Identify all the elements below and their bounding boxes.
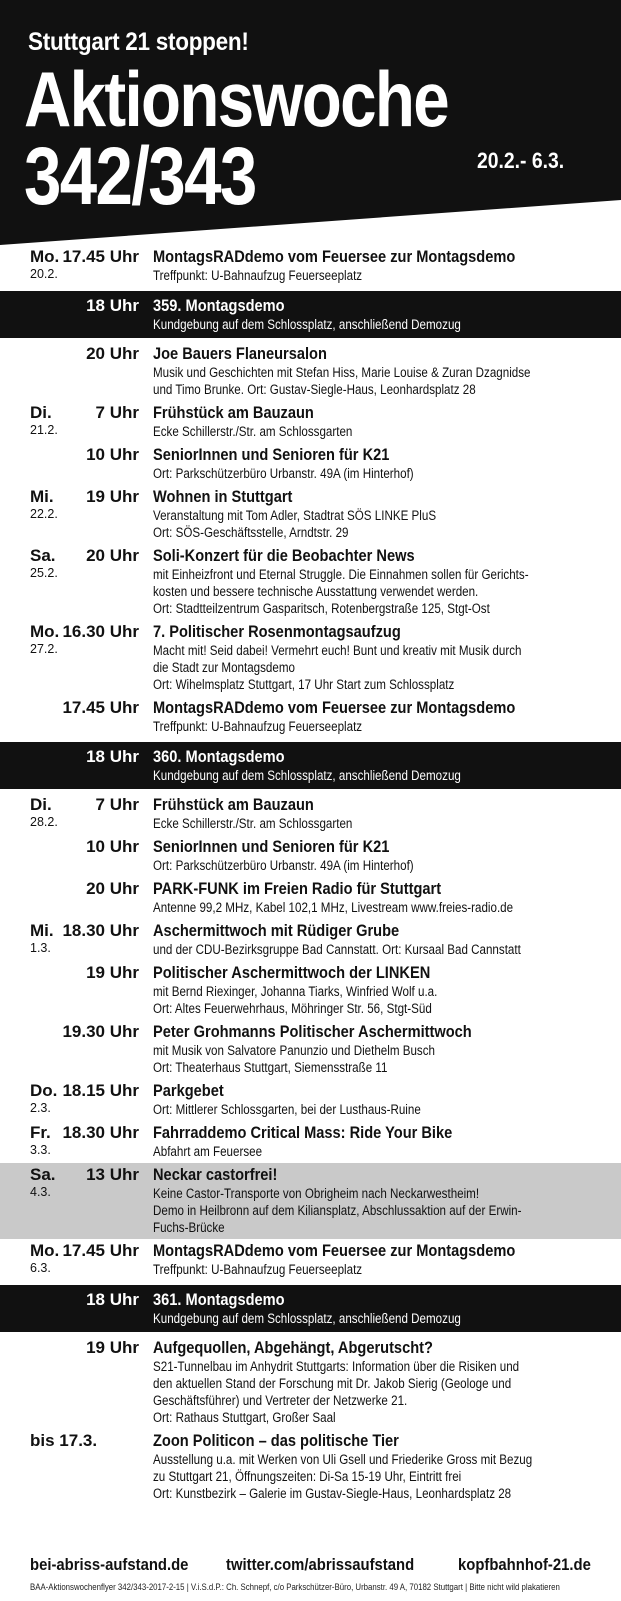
footer-links [0, 1556, 621, 1578]
event-when [0, 879, 153, 916]
event-title: 359. Montagsdemo [153, 296, 285, 315]
event-day: Fr. [30, 1123, 51, 1142]
event-description-line: Ort: Theaterhaus Stuttgart, Siemensstraße 11 [153, 1060, 388, 1075]
footer-link-kopfbahnhof[interactable]: kopfbahnhof-21.de [458, 1556, 591, 1574]
header-kicker: Stuttgart 21 stoppen! [28, 28, 249, 56]
event-row [0, 342, 621, 401]
footer-link-website[interactable]: bei-abriss-aufstand.de [30, 1556, 189, 1574]
event-row [0, 1285, 621, 1332]
event-description-line: Ort: Parkschützerbüro Urbanstr. 49A (im Hinterhof) [153, 858, 414, 873]
event-when [0, 1081, 153, 1118]
event-description-line: Ort: SÖS-Geschäftsstelle, Arndtstr. 29 [153, 525, 349, 540]
header-banner [0, 0, 621, 245]
event-description-line: mit Musik von Salvatore Panunzio und Diethelm Busch [153, 1043, 436, 1058]
event-date: 3.3. [30, 1143, 51, 1157]
event-time: 10 Uhr [86, 445, 139, 464]
event-description-line: Treffpunkt: U-Bahnaufzug Feuerseeplatz [153, 1262, 363, 1277]
event-time: 18 Uhr [86, 296, 139, 315]
event-when [0, 403, 153, 440]
event-description-line: den aktuellen Stand der Forschung mit Dr. Jakob Sierig (Geologe und [153, 1376, 512, 1391]
event-when [0, 296, 153, 333]
event-time: 19 Uhr [86, 487, 139, 506]
header-week-number: 342/343 [24, 131, 256, 222]
event-time: 18.30 Uhr [62, 921, 139, 940]
event-when [0, 1290, 153, 1327]
event-when [0, 445, 153, 482]
event-time: 16.30 Uhr [62, 622, 139, 641]
event-time: 17.45 Uhr [62, 247, 139, 266]
event-row [0, 919, 621, 961]
event-time: 19.30 Uhr [62, 1022, 139, 1041]
event-details [153, 296, 608, 333]
event-row [0, 1121, 621, 1163]
event-title: MontagsRADdemo vom Feuersee zur Montagsdemo [153, 247, 516, 266]
event-description-line: Ort: Wihelmsplatz Stuttgart, 17 Uhr Start zum Schlossplatz [153, 677, 455, 692]
event-time: 17.45 Uhr [62, 698, 139, 717]
event-day: Mo. [30, 1241, 60, 1260]
event-details [153, 1241, 608, 1278]
event-row [0, 443, 621, 485]
event-title: 7. Politischer Rosenmontagsaufzug [153, 622, 401, 641]
event-description-line: und Timo Brunke. Ort: Gustav-Siegle-Haus, Leonhardsplatz 28 [153, 382, 476, 397]
event-day: Di. [30, 403, 52, 422]
event-row [0, 1239, 621, 1281]
event-description-line: Fuchs-Brücke [153, 1220, 225, 1235]
event-time: 17.45 Uhr [62, 1241, 139, 1260]
event-row [0, 485, 621, 544]
event-date: 28.2. [30, 815, 58, 829]
event-when [0, 247, 153, 284]
event-row [0, 245, 621, 287]
event-details [153, 837, 608, 874]
event-day: Mo. [30, 622, 60, 641]
event-time: 7 Uhr [95, 403, 139, 422]
event-details [153, 1022, 608, 1076]
event-row [0, 1336, 621, 1429]
event-row [0, 696, 621, 738]
event-day: Mo. [30, 247, 60, 266]
event-when [0, 1431, 153, 1502]
event-time: 18 Uhr [86, 747, 139, 766]
event-details [153, 546, 608, 617]
event-when [0, 1165, 153, 1236]
event-row [0, 793, 621, 835]
event-row [0, 1020, 621, 1079]
event-time: 19 Uhr [86, 1338, 139, 1357]
event-when [0, 921, 153, 958]
event-date: 22.2. [30, 507, 58, 521]
event-row [0, 620, 621, 696]
event-title: SeniorInnen und Senioren für K21 [153, 837, 390, 856]
event-row [0, 291, 621, 338]
event-title: Frühstück am Bauzaun [153, 795, 314, 814]
event-description-line: Ort: Parkschützerbüro Urbanstr. 49A (im Hinterhof) [153, 466, 414, 481]
event-description-line: und der CDU-Bezirksgruppe Bad Cannstatt. Ort: Kursaal Bad Cannstatt [153, 942, 521, 957]
event-row [0, 961, 621, 1020]
event-title: Politischer Aschermittwoch der LINKEN [153, 963, 431, 982]
event-description-line: Antenne 99,2 MHz, Kabel 102,1 MHz, Livestream www.freies-radio.de [153, 900, 514, 915]
event-date: 20.2. [30, 267, 58, 281]
event-description-line: Ort: Rathaus Stuttgart, Großer Saal [153, 1410, 336, 1425]
event-title: PARK-FUNK im Freien Radio für Stuttgart [153, 879, 442, 898]
event-program [0, 245, 621, 1505]
event-description-line: Kundgebung auf dem Schlossplatz, anschließend Demozug [153, 1311, 461, 1326]
event-description-line: Macht mit! Seid dabei! Vermehrt euch! Bunt und kreativ mit Musik durch [153, 643, 522, 658]
event-when [0, 344, 153, 398]
event-when [0, 622, 153, 693]
event-time: 10 Uhr [86, 837, 139, 856]
event-when [0, 546, 153, 617]
event-day: Sa. [30, 546, 56, 565]
event-day: bis 17.3. [30, 1431, 98, 1450]
event-details [153, 344, 608, 398]
event-description-line: Ausstellung u.a. mit Werken von Uli Gsell und Friederike Gross mit Bezug [153, 1452, 533, 1467]
event-title: 360. Montagsdemo [153, 747, 285, 766]
event-description-line: Ort: Kunstbezirk – Galerie im Gustav-Siegle-Haus, Leonhardsplatz 28 [153, 1486, 512, 1501]
event-description-line: Veranstaltung mit Tom Adler, Stadtrat SÖS LINKE PluS [153, 508, 437, 523]
event-title: Frühstück am Bauzaun [153, 403, 314, 422]
event-details [153, 879, 608, 916]
event-date: 25.2. [30, 566, 58, 580]
event-description-line: Ecke Schillerstr./Str. am Schlossgarten [153, 816, 353, 831]
event-description-line: Ort: Mittlerer Schlossgarten, bei der Lusthaus-Ruine [153, 1102, 421, 1117]
event-description-line: mit Bernd Riexinger, Johanna Tiarks, Winfried Wolf u.a. [153, 984, 438, 999]
footer-imprint: BAA-Aktionswochenflyer 342/343-2017-2-15 | V.i.S.d.P.: Ch. Schnepf, c/o Parkschützer-Büro, Urbanstr. 49 A, 70182 Stuttgart | Bitte nicht wild plakatieren [30, 1582, 560, 1592]
event-when [0, 1241, 153, 1278]
event-details [153, 747, 608, 784]
event-details [153, 921, 608, 958]
event-title: Neckar castorfrei! [153, 1165, 278, 1184]
event-row [0, 1163, 621, 1239]
event-title: Aschermittwoch mit Rüdiger Grube [153, 921, 400, 940]
event-when [0, 963, 153, 1017]
event-description-line: Kundgebung auf dem Schlossplatz, anschließend Demozug [153, 768, 461, 783]
event-time: 18.15 Uhr [62, 1081, 139, 1100]
event-time: 20 Uhr [86, 546, 139, 565]
event-day: Di. [30, 795, 52, 814]
event-row [0, 544, 621, 620]
event-details [153, 1431, 608, 1502]
event-details [153, 403, 608, 440]
event-details [153, 622, 608, 693]
event-description-line: Ort: Stadtteilzentrum Gasparitsch, Rotenbergstraße 125, Stgt-Ost [153, 601, 490, 616]
event-details [153, 247, 608, 284]
event-when [0, 1022, 153, 1076]
event-description-line: Treffpunkt: U-Bahnaufzug Feuerseeplatz [153, 719, 363, 734]
event-description-line: Musik und Geschichten mit Stefan Hiss, Marie Louise & Zuran Dzagnidse [153, 365, 531, 380]
event-title: Parkgebet [153, 1081, 224, 1100]
event-description-line: Geschäftsführer) und Vertreter der Netzwerke 21. [153, 1393, 408, 1408]
event-row [0, 401, 621, 443]
event-when [0, 795, 153, 832]
event-day: Sa. [30, 1165, 56, 1184]
event-row [0, 1079, 621, 1121]
event-description-line: kosten und bessere technische Ausstattung verwendet werden. [153, 584, 479, 599]
event-title: Fahrraddemo Critical Mass: Ride Your Bike [153, 1123, 453, 1142]
event-when [0, 747, 153, 784]
event-date: 21.2. [30, 423, 58, 437]
event-date: 4.3. [30, 1185, 51, 1199]
event-time: 7 Uhr [95, 795, 139, 814]
event-details [153, 445, 608, 482]
event-details [153, 795, 608, 832]
event-description-line: Treffpunkt: U-Bahnaufzug Feuerseeplatz [153, 268, 363, 283]
event-row [0, 835, 621, 877]
event-time: 20 Uhr [86, 879, 139, 898]
event-title: MontagsRADdemo vom Feuersee zur Montagsdemo [153, 1241, 516, 1260]
event-title: Zoon Politicon – das politische Tier [153, 1431, 399, 1450]
header-title: Aktionswoche [24, 55, 448, 143]
event-details [153, 963, 608, 1017]
event-description-line: die Stadt zur Montagsdemo [153, 660, 295, 675]
event-description-line: zu Stuttgart 21, Öffnungszeiten: Di-Sa 15-19 Uhr, Eintritt frei [153, 1469, 462, 1484]
event-date: 6.3. [30, 1261, 51, 1275]
event-description-line: Ecke Schillerstr./Str. am Schlossgarten [153, 424, 353, 439]
event-description-line: Abfahrt am Feuersee [153, 1144, 263, 1159]
event-time: 19 Uhr [86, 963, 139, 982]
event-details [153, 1338, 608, 1426]
event-title: 361. Montagsdemo [153, 1290, 285, 1309]
event-details [153, 698, 608, 735]
event-title: Joe Bauers Flaneursalon [153, 344, 327, 363]
event-row [0, 1429, 621, 1505]
event-day: Mi. [30, 921, 54, 940]
footer-link-twitter[interactable]: twitter.com/abrissaufstand [226, 1556, 415, 1574]
event-when [0, 487, 153, 541]
event-description-line: Ort: Altes Feuerwehrhaus, Möhringer Str. 56, Stgt-Süd [153, 1001, 432, 1016]
event-details [153, 1081, 608, 1118]
event-title: Wohnen in Stuttgart [153, 487, 293, 506]
event-title: Aufgequollen, Abgehängt, Abgerutscht? [153, 1338, 433, 1357]
event-date: 27.2. [30, 642, 58, 656]
event-title: Peter Grohmanns Politischer Aschermittwoch [153, 1022, 472, 1041]
event-details [153, 1290, 608, 1327]
event-when [0, 698, 153, 735]
event-row [0, 742, 621, 789]
event-when [0, 1123, 153, 1160]
event-when [0, 1338, 153, 1426]
event-time: 20 Uhr [86, 344, 139, 363]
event-day: Mi. [30, 487, 54, 506]
event-description-line: S21-Tunnelbau im Anhydrit Stuttgarts: Information über die Risiken und [153, 1359, 520, 1374]
event-description-line: Kundgebung auf dem Schlossplatz, anschließend Demozug [153, 317, 461, 332]
event-details [153, 1123, 608, 1160]
event-title: MontagsRADdemo vom Feuersee zur Montagsdemo [153, 698, 516, 717]
event-date: 2.3. [30, 1101, 51, 1115]
event-day: Do. [30, 1081, 58, 1100]
event-description-line: Keine Castor-Transporte von Obrigheim nach Neckarwestheim! [153, 1186, 480, 1201]
event-time: 18.30 Uhr [62, 1123, 139, 1142]
header-date-range: 20.2.- 6.3. [477, 148, 565, 173]
event-details [153, 487, 608, 541]
event-details [153, 1165, 608, 1236]
event-row [0, 877, 621, 919]
event-title: SeniorInnen und Senioren für K21 [153, 445, 390, 464]
event-time: 18 Uhr [86, 1290, 139, 1309]
event-when [0, 837, 153, 874]
event-description-line: Demo in Heilbronn auf dem Kiliansplatz, Abschlussaktion auf der Erwin- [153, 1203, 522, 1218]
event-title: Soli-Konzert für die Beobachter News [153, 546, 415, 565]
event-date: 1.3. [30, 941, 51, 955]
event-time: 13 Uhr [86, 1165, 139, 1184]
event-description-line: mit Einheizfront und Eternal Struggle. Die Einnahmen sollen für Gerichts- [153, 567, 529, 582]
